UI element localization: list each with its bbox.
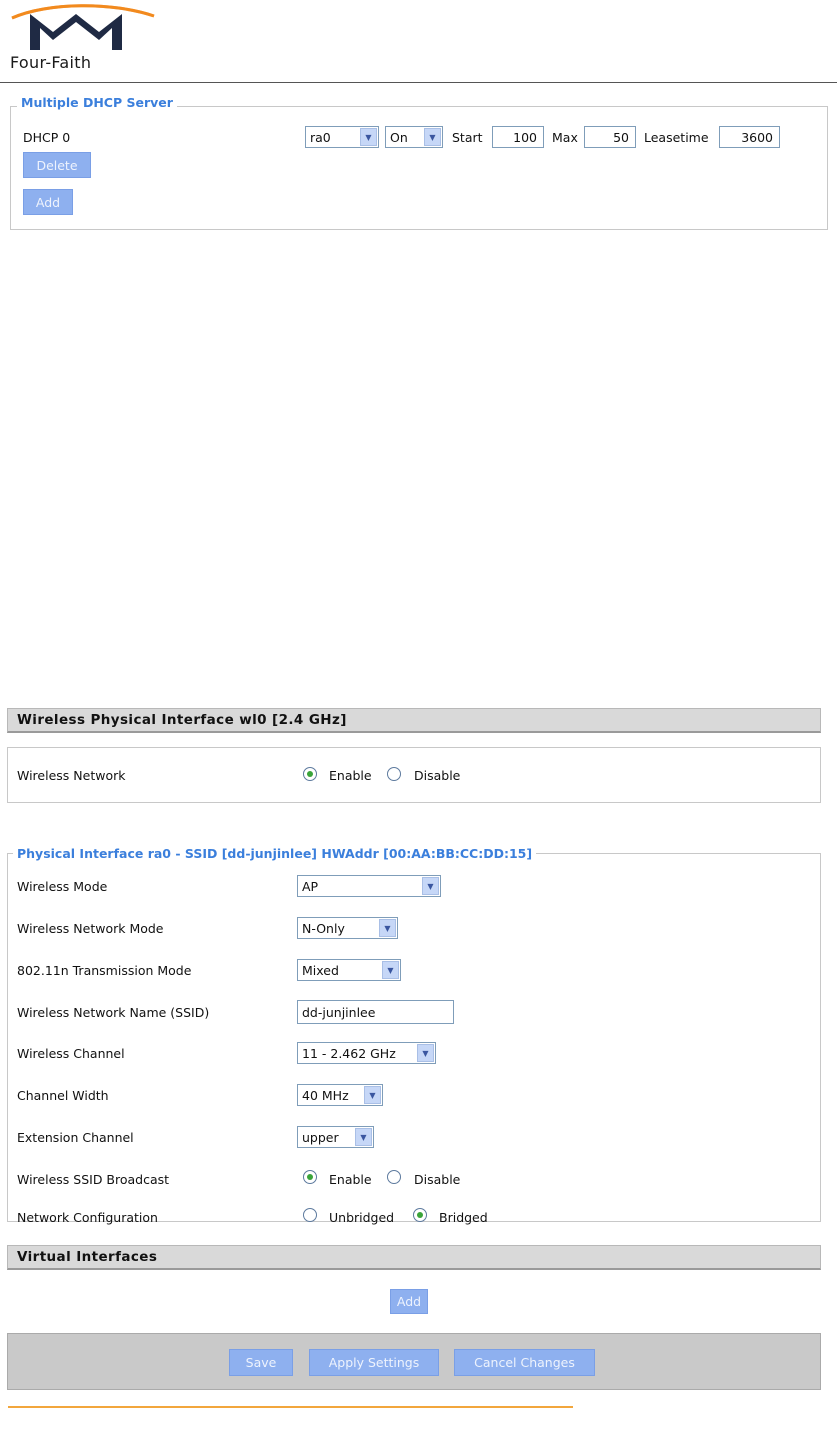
dhcp-add-button[interactable]: Add xyxy=(23,189,73,215)
ssid-broadcast-enable-label: Enable xyxy=(329,1172,372,1187)
network-config-unbridged-label: Unbridged xyxy=(329,1210,395,1225)
ssid-label: Wireless Network Name (SSID) xyxy=(17,1005,210,1020)
chevron-down-icon: ▼ xyxy=(364,1086,381,1104)
dhcp-interface-value: ra0 xyxy=(310,129,331,145)
chevron-down-icon: ▼ xyxy=(382,961,399,979)
wireless-mode-select[interactable] xyxy=(297,875,441,897)
dhcp-max-input[interactable] xyxy=(584,126,636,148)
radio-selected-dot xyxy=(307,771,313,777)
wireless-network-enable-radio[interactable] xyxy=(303,767,317,781)
extension-channel-value: upper xyxy=(302,1129,339,1145)
channel-label: Wireless Channel xyxy=(17,1046,125,1061)
dhcp-row-label: DHCP 0 xyxy=(23,130,71,145)
radio-selected-dot xyxy=(307,1174,313,1180)
dhcp-max-label: Max xyxy=(552,130,578,145)
dhcp-leasetime-label: Leasetime xyxy=(644,130,709,145)
dhcp-start-value: 100 xyxy=(513,129,537,145)
transmission-mode-value: Mixed xyxy=(302,962,339,978)
wireless-mode-value: AP xyxy=(302,878,319,894)
transmission-mode-label: 802.11n Transmission Mode xyxy=(17,963,192,978)
network-config-label: Network Configuration xyxy=(17,1210,158,1225)
chevron-down-icon: ▼ xyxy=(360,128,377,146)
wireless-network-disable-label: Disable xyxy=(414,768,461,783)
network-config-bridged-radio[interactable] xyxy=(413,1208,427,1222)
dhcp-interface-select[interactable] xyxy=(305,126,379,148)
channel-width-value: 40 MHz xyxy=(302,1087,349,1103)
wireless-section-header: Wireless Physical Interface wl0 [2.4 GHz] xyxy=(7,708,821,733)
header-divider xyxy=(0,82,837,83)
dhcp-leasetime-value: 3600 xyxy=(741,129,773,145)
ssid-broadcast-disable-label: Disable xyxy=(414,1172,461,1187)
dhcp-legend: Multiple DHCP Server xyxy=(17,95,177,110)
channel-value: 11 - 2.462 GHz xyxy=(302,1045,396,1061)
chevron-down-icon: ▼ xyxy=(417,1044,434,1062)
wireless-network-label: Wireless Network xyxy=(17,768,126,783)
wireless-network-enable-label: Enable xyxy=(329,768,372,783)
channel-select[interactable] xyxy=(297,1042,436,1064)
ssid-value: dd-junjinlee xyxy=(302,1004,376,1020)
dhcp-state-select[interactable] xyxy=(385,126,443,148)
channel-width-label: Channel Width xyxy=(17,1088,109,1103)
network-config-unbridged-radio[interactable] xyxy=(303,1208,317,1222)
dhcp-state-value: On xyxy=(390,129,408,145)
network-mode-select[interactable] xyxy=(297,917,398,939)
footer-divider xyxy=(8,1406,573,1408)
dhcp-leasetime-input[interactable] xyxy=(719,126,780,148)
chevron-down-icon: ▼ xyxy=(422,877,439,895)
extension-channel-label: Extension Channel xyxy=(17,1130,134,1145)
chevron-down-icon: ▼ xyxy=(379,919,396,937)
wireless-mode-label: Wireless Mode xyxy=(17,879,108,894)
save-button[interactable]: Save xyxy=(229,1349,293,1376)
dhcp-max-value: 50 xyxy=(613,129,629,145)
ssid-broadcast-disable-radio[interactable] xyxy=(387,1170,401,1184)
radio-selected-dot xyxy=(417,1212,423,1218)
network-mode-value: N-Only xyxy=(302,920,345,936)
chevron-down-icon: ▼ xyxy=(355,1128,372,1146)
apply-settings-button[interactable]: Apply Settings xyxy=(309,1349,439,1376)
virtual-add-button[interactable]: Add xyxy=(390,1289,428,1314)
wireless-network-disable-radio[interactable] xyxy=(387,767,401,781)
physical-interface-fieldset xyxy=(7,853,821,1222)
ssid-input[interactable] xyxy=(297,1000,454,1024)
brand-name: Four-Faith xyxy=(10,53,92,72)
ssid-broadcast-label: Wireless SSID Broadcast xyxy=(17,1172,170,1187)
dhcp-delete-button[interactable]: Delete xyxy=(23,152,91,178)
ssid-broadcast-enable-radio[interactable] xyxy=(303,1170,317,1184)
extension-channel-select[interactable] xyxy=(297,1126,374,1148)
network-config-bridged-label: Bridged xyxy=(439,1210,488,1225)
cancel-changes-button[interactable]: Cancel Changes xyxy=(454,1349,595,1376)
chevron-down-icon: ▼ xyxy=(424,128,441,146)
physical-interface-legend: Physical Interface ra0 - SSID [dd-junjinlee] HWAddr [00:AA:BB:CC:DD:15] xyxy=(13,846,536,861)
dhcp-start-input[interactable] xyxy=(492,126,544,148)
channel-width-select[interactable] xyxy=(297,1084,383,1106)
transmission-mode-select[interactable] xyxy=(297,959,401,981)
dhcp-start-label: Start xyxy=(452,130,483,145)
network-mode-label: Wireless Network Mode xyxy=(17,921,164,936)
dhcp-fieldset xyxy=(10,106,828,230)
virtual-interfaces-header: Virtual Interfaces xyxy=(7,1245,821,1270)
